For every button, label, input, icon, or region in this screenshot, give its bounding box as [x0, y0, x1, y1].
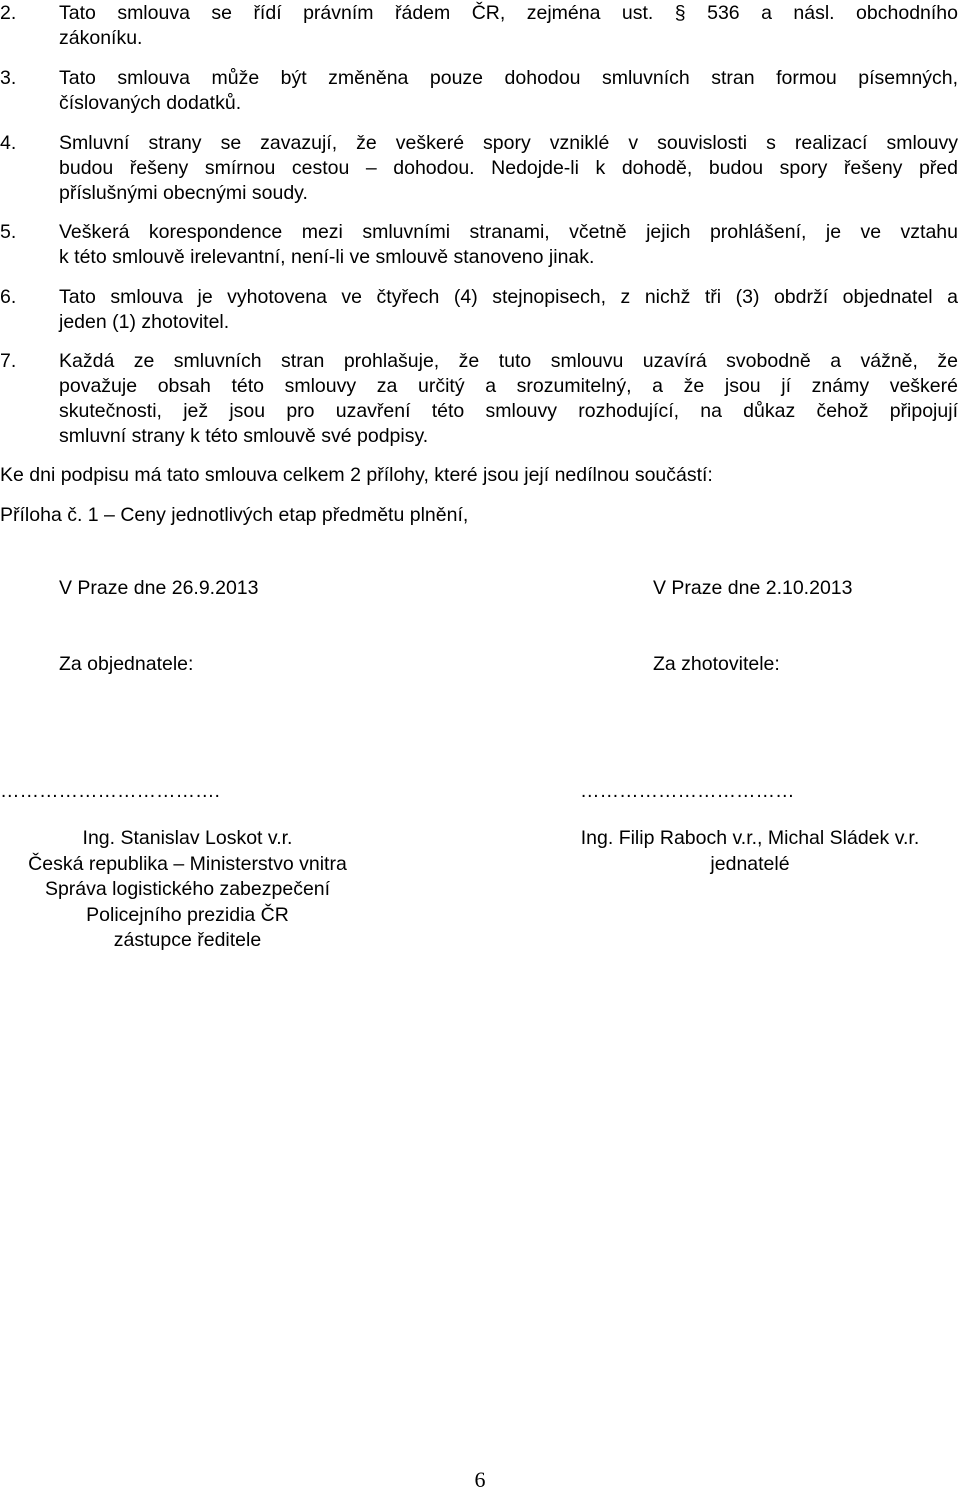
- right-for-label: Za zhotovitele:: [653, 653, 780, 675]
- signatory-line: Ing. Filip Raboch v.r., Michal Sládek v.r.: [580, 827, 920, 849]
- clause-line: Tato smlouva může být změněna pouze dohodou smluvních stran formou písemných,: [59, 67, 958, 89]
- clause-line: jeden (1) zhotovitel.: [59, 311, 230, 333]
- right-signature-line: ……………………………: [580, 780, 795, 802]
- signatory-line: jednatelé: [710, 852, 790, 875]
- signatory-line: Ing. Stanislav Loskot v.r.: [82, 827, 293, 849]
- clause-number: 2.: [0, 2, 17, 24]
- clause-line: Každá ze smluvních stran prohlašuje, že tuto smlouvu uzavírá svobodně a vážně, že: [59, 350, 958, 372]
- clause-line: Smluvní strany se zavazují, že veškeré spory vzniklé v souvislosti s realizací smlouvy: [59, 132, 958, 154]
- clause-line: příslušnými obecnými soudy.: [59, 182, 308, 204]
- clause-line: Veškerá korespondence mezi smluvními stranami, včetně jejich prohlášení, je ve vztahu: [59, 221, 958, 243]
- right-date: V Praze dne 2.10.2013: [653, 577, 853, 599]
- clause-line: považuje obsah této smlouvy za určitý a srozumitelný, a že jsou jí známy veškeré: [59, 375, 958, 397]
- clause-number: 6.: [0, 286, 17, 308]
- clause-line: Tato smlouva se řídí právním řádem ČR, zejména ust. § 536 a násl. obchodního: [59, 2, 958, 24]
- clause-number: 5.: [0, 221, 17, 243]
- signatory-line: zástupce ředitele: [113, 929, 262, 951]
- clause-number: 4.: [0, 132, 17, 154]
- clause-line: číslovaných dodatků.: [59, 92, 242, 114]
- clause-line: smluvní strany k této smlouvě své podpisy.: [59, 425, 429, 447]
- left-signatory: [0, 827, 375, 955]
- signatory-line: Policejního prezidia ČR: [86, 903, 289, 926]
- attachment-1: Příloha č. 1 – Ceny jednotlivých etap předmětu plnění,: [0, 504, 469, 526]
- left-signature-line: …………………………….: [0, 780, 220, 802]
- left-for-label: Za objednatele:: [59, 653, 194, 675]
- signatory-line: Správa logistického zabezpečení: [44, 878, 331, 900]
- clause-line: budou řešeny smírnou cestou – dohodou. Nedojde-li k dohodě, budou spory řešeny před: [59, 157, 958, 179]
- left-date: V Praze dne 26.9.2013: [59, 577, 259, 599]
- page-number: 6: [474, 1467, 486, 1492]
- clause-line: k této smlouvě irelevantní, není-li ve smlouvě stanoveno jinak.: [59, 246, 595, 268]
- clause-number: 7.: [0, 350, 17, 372]
- clause-line: zákoníku.: [59, 27, 143, 49]
- clause-line: skutečnosti, jež jsou pro uzavření této smlouvy rozhodující, na důkaz čehož připojují: [59, 400, 958, 422]
- right-signatory: [540, 827, 960, 878]
- attachments-note: Ke dni podpisu má tato smlouva celkem 2 přílohy, které jsou její nedílnou součástí:: [0, 464, 713, 486]
- clause-number: 3.: [0, 67, 17, 89]
- signatory-line: Česká republika – Ministerstvo vnitra: [28, 852, 347, 875]
- clause-line: Tato smlouva je vyhotovena ve čtyřech (4) stejnopisech, z nichž tři (3) obdrží objednatel a: [59, 286, 958, 308]
